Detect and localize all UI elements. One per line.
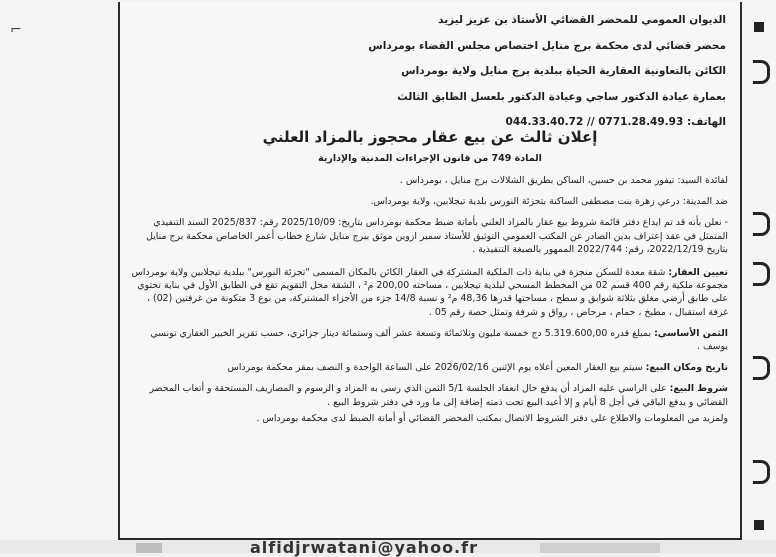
conditions-text: على الراسي عليه المزاد أن يدفع حال انعقاد الجلسة 5/1 الثمن الذي رسى به المزاد و الرسوم و المصاريف المستحقة و أتعاب المحضر القضائي و يدفع الباقي في أجل 8 أيام و إلا أعيد البيع تحت ذمته إضافة إلى ما ورد في دفتر شروط البيع . <box>149 383 728 408</box>
info-paragraph: ولمزيد من المعلومات والاطلاع على دفتر الشروط الاتصال بمكتب المحضر القضائي أو أمانة الضبط لدى محكمة بومرداس . <box>256 412 728 424</box>
sale-paragraph <box>128 361 728 374</box>
footer-email: alfidjrwatani@yahoo.fr <box>250 538 478 557</box>
beneficiary-line: لفائدة السيد: تيفور محمد بن حسين، الساكن بطريق الشلالات برج منايل ، بومرداس . <box>399 175 728 186</box>
scan-margin-left <box>0 0 118 553</box>
phone-label: الهاتف: <box>686 116 726 128</box>
price-paragraph <box>128 327 728 353</box>
debtor-line: ضد المدينة: درعي زهرة بنت مصطفى الساكنة بتجزئة النورس بلدية تيجلابين، ولاية بومرداس. <box>370 196 728 208</box>
margin-bar-icon <box>754 22 764 32</box>
margin-bar-icon <box>754 520 764 530</box>
notice-subtitle: المادة 749 من قانون الإجراءات المدنية والإدارية <box>318 153 542 164</box>
phone-numbers: 044.33.40.72 // 0771.28.49.93 <box>505 116 684 128</box>
margin-bracket-icon <box>753 60 770 84</box>
margin-bracket-icon <box>753 356 770 380</box>
notice-body <box>128 174 728 425</box>
header-office: الديوان العمومي للمحضر القضائي الأستاذ بن عزيز ليزيد <box>438 14 726 26</box>
sale-label: تاريخ ومكان البيع: <box>645 362 728 374</box>
header-location: الكائن بالتعاونية العقارية الحياة ببلدية برج منايل ولاية بومرداس <box>401 65 726 77</box>
property-paragraph <box>128 266 728 319</box>
deposit-paragraph: - نعلن بأنه قد تم ايداع دفتر قائمة شروط بيع عقار بالمزاد العلني بأمانة ضبط محكمة بومرداس بتاريخ: 2025/10/09 رقم: 2025/837 السند التنفيذي المتمثل في عقد إعتراف بدين الصادر عن المكتب العمومي التوثيق للأستاذ سمير ازوين موثق ببرج منايل شارع خطاب أعمر الخاصاص محكمة برج منايل بتاريخ 2022/12/19، رقم: 2022/744 الممهور بالصيغة التنفيذية . <box>146 217 728 255</box>
notice-header <box>126 8 726 136</box>
auction-notice <box>118 2 742 540</box>
corner-scribble-icon: ⌐ <box>10 22 22 38</box>
sale-text: سيتم بيع العقار المعين أعلاه يوم الإثنين 2026/02/16 على الساعة الواحدة و النصف بمقر محكمة بومرداس <box>227 362 643 374</box>
property-text: شقة معدة للسكن منجزة في بناية ذات الملكية المشتركة في العقار الكائن بالمكان المسمى "تجزئة النورس" ببلدية تيجلابين ولاية بومرداس مجموعة ملكية رقم 400 قسم 02 من المخطط المسحي لبلدية تيجلابين ، مساحته 200,00 م² ، الشقة محل التقويم تقع في الطابق الأول في بناية تحتوي على طابق أرضي مغلق بثلاثة شوابق و سطح ، مساحتها قدرها 48,36 م² و نسبة 14/8 جزء من الأجزاء المشتركة، من نوع 3 متكونة من غرفتين (02) ، غرفة استقبال ، مطبخ ، حمام ، مرحاض ، رواق و شرفة وتمثل حصة رقم 05 . <box>131 267 728 318</box>
footer-block <box>136 543 162 553</box>
price-label: الثمن الأساسي: <box>654 327 728 339</box>
margin-bracket-icon <box>753 212 770 236</box>
conditions-label: شروط البيع: <box>669 383 728 395</box>
conditions-paragraph <box>128 382 728 408</box>
notice-title: إعلان ثالث عن بيع عقار محجوز بالمزاد العلني <box>262 128 598 146</box>
margin-bracket-icon <box>753 262 770 286</box>
price-text: بمبلغ قدره 5.319.600,00 دج خمسة مليون وثلاثمائة وتسعة عشر ألف وستمائة دينار جزائري، حسب تقرير الخبير العقاري تونسي يوسف . <box>150 327 728 353</box>
header-bailiff: محضر قضائي لدى محكمة برج منايل اختصاص مجلس القضاء بومرداس <box>368 39 726 52</box>
margin-bracket-icon <box>753 460 770 484</box>
header-building: بعمارة عيادة الدكتور ساجي وعيادة الدكتور بلعسل الطابق الثالث <box>397 90 726 103</box>
property-label: تعيين العقار: <box>668 267 728 279</box>
footer-block <box>540 543 660 553</box>
